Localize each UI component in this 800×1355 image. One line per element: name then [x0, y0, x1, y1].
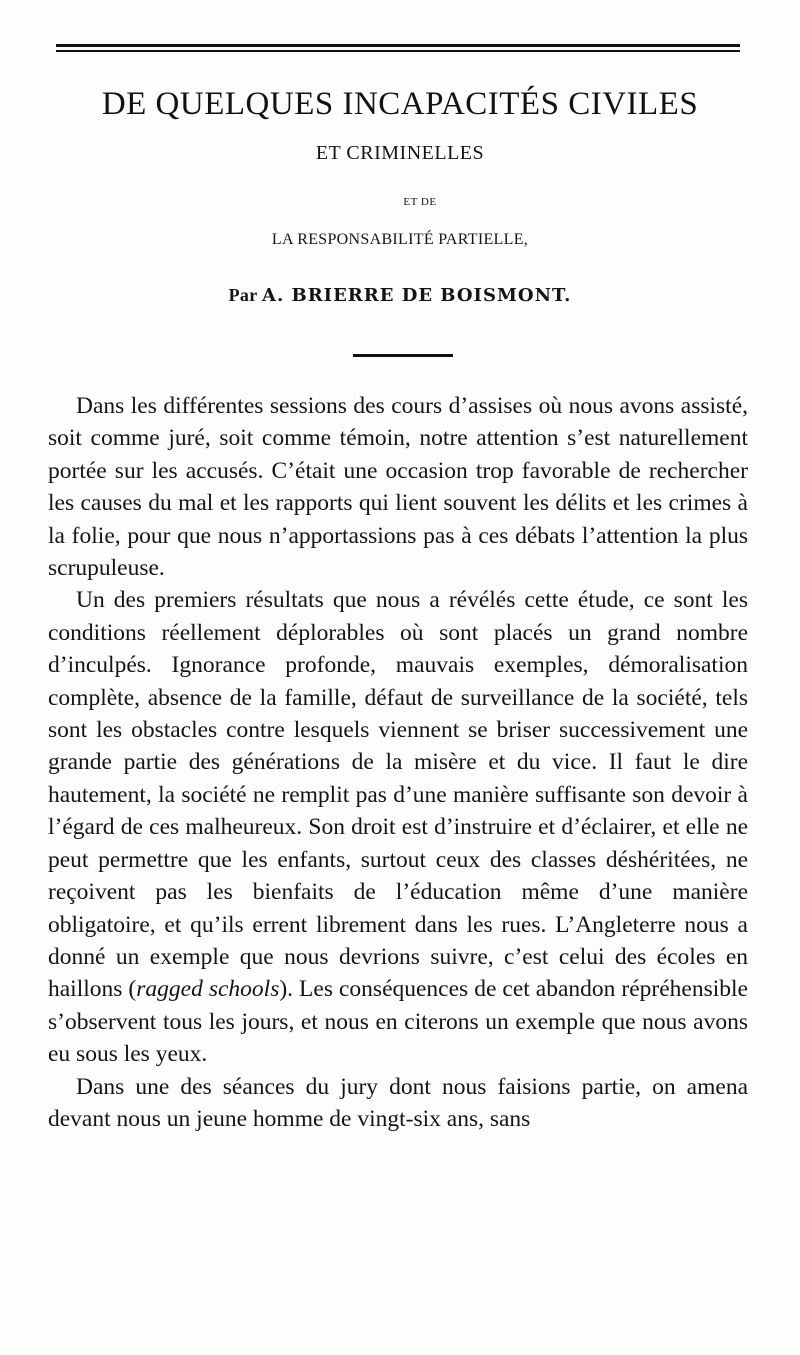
article-subtitle-second: LA RESPONSABILITÉ PARTIELLE, — [271, 231, 529, 248]
paragraph-2-italic-term: ragged schools — [136, 976, 280, 1003]
header-rule-thin — [56, 50, 740, 52]
paragraph-2-text-start: Un des premiers résultats que nous a révélés cette étude, ce sont les conditions réellement déplorables où sont placés un grand nombre d’inculpés. Ignorance profonde, mauvais exemples, démoralisation complète, absence de la famille, défaut de surveillance de la société, tels sont les obstacles contre lesquels viennent se briser successivement une grande partie des générations de la misère et du vice. Il faut le dire hautement, la société ne remplit pas d’une manière suffisante son devoir à l’égard de ces malheureux. Son droit est d’instruire et d’éclairer, et elle ne peut permettre que les enfants, surtout ceux des classes déshéritées, ne reçoivent pas les bienfaits de l’éducation même d’une manière obligatoire, et qu’ils errent librement dans les rues. L’Angleterre nous a donné un exemple que nous devrions suivre, c’est celui des écoles en haillons ( — [48, 587, 748, 1003]
author-byline — [40, 285, 760, 306]
paragraph-1: Dans les différentes sessions des cours d’assises où nous avons assisté, soit comme juré, soit comme témoin, notre attention s’est naturellement portée sur les accusés. C’était une occasion trop favorable de rechercher les causes du mal et les rapports qui lient souvent les délits et les crimes à la folie, pour que nous n’apportassions pas à ces débats l’attention la plus scrupuleuse. — [48, 393, 748, 582]
article-title: DE QUELQUES INCAPACITÉS CIVILES — [101, 86, 699, 122]
author-name: A. BRIERRE DE BOISMONT. — [262, 285, 572, 306]
paragraph-2-text-end: ). Les conséquences de cet abandon répréhensible s’observent tous les jours, et nous en citerons un exemple que nous avons eu sous les yeux. — [48, 976, 748, 1068]
byline-prefix: Par — [228, 285, 258, 305]
section-divider — [353, 354, 453, 357]
article-body — [48, 390, 748, 1135]
paragraph-2 — [48, 584, 748, 1070]
title-connector: ET DE — [403, 196, 437, 208]
paragraph-3: Dans une des séances du jury dont nous faisions partie, on amena devant nous un jeune homme de vingt-six ans, sans — [48, 1073, 748, 1132]
header-rule-thick — [56, 44, 740, 47]
article-subtitle: ET CRIMINELLES — [315, 142, 485, 164]
